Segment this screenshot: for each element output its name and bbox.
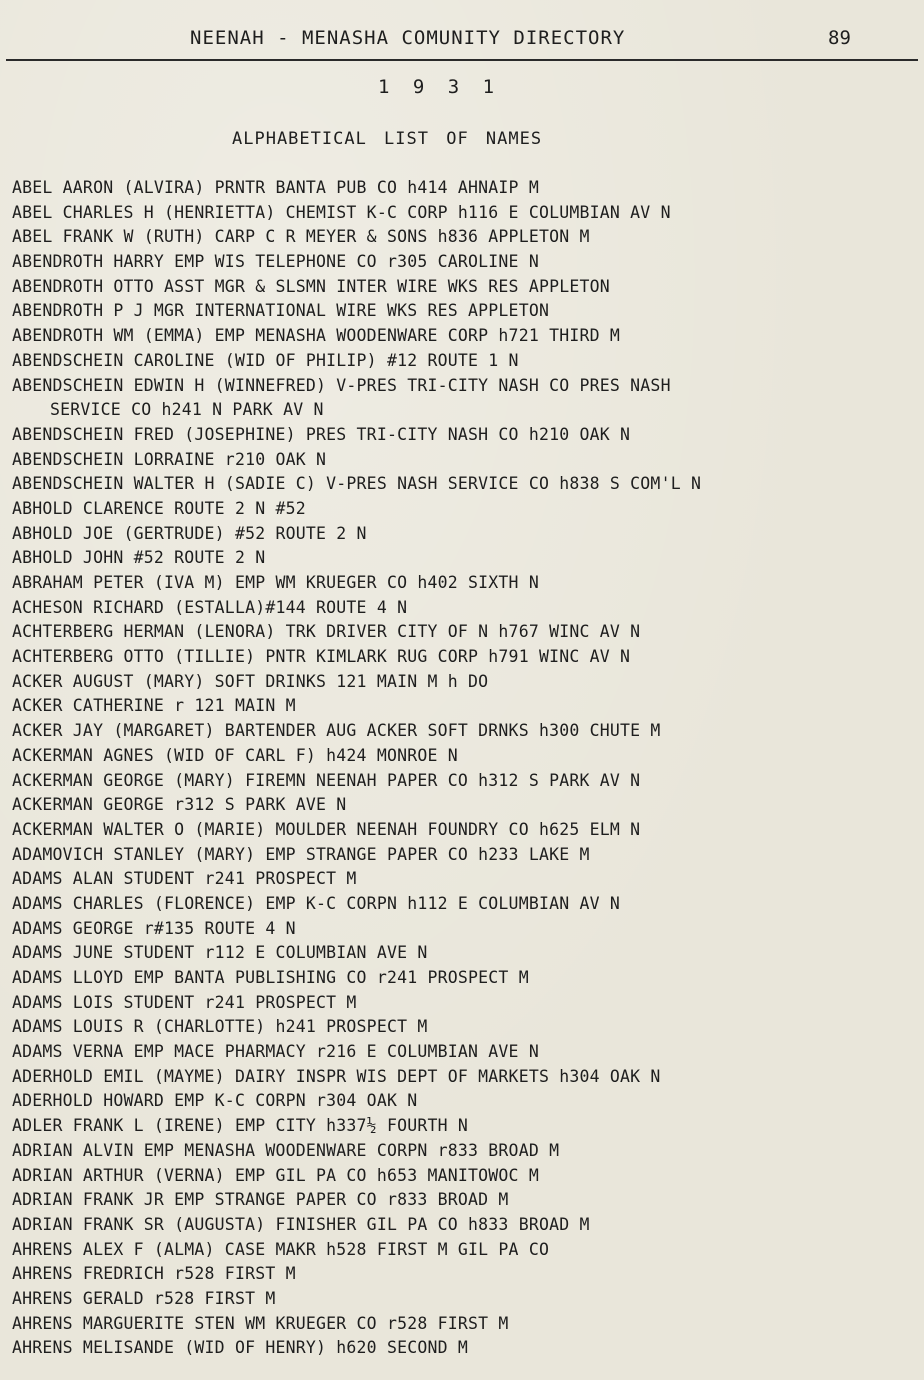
directory-entry: ABEL AARON (ALVIRA) PRNTR BANTA PUB CO h414 AHNAIP M bbox=[12, 178, 539, 197]
directory-title: NEENAH - MENASHA COMUNITY DIRECTORY bbox=[190, 27, 626, 49]
directory-entry: ABENDROTH WM (EMMA) EMP MENASHA WOODENWARE CORP h721 THIRD M bbox=[12, 326, 621, 346]
directory-entry: ACKERMAN WALTER O (MARIE) MOULDER NEENAH FOUNDRY CO h625 ELM N bbox=[12, 819, 641, 839]
directory-entry: ACKER AUGUST (MARY) SOFT DRINKS 121 MAIN M h DO bbox=[12, 671, 489, 691]
directory-entry: ADERHOLD EMIL (MAYME) DAIRY INSPR WIS DEPT OF MARKETS h304 OAK N bbox=[12, 1066, 661, 1086]
directory-entry: ABENDROTH OTTO ASST MGR & SLSMN INTER WIRE WKS RES APPLETON bbox=[12, 276, 610, 296]
directory-entry: ABHOLD JOHN #52 ROUTE 2 N bbox=[12, 548, 266, 568]
name-list bbox=[12, 176, 918, 1361]
directory-entry: AHRENS MARGUERITE STEN WM KRUEGER CO r528 FIRST M bbox=[12, 1313, 509, 1333]
directory-entry: ADRIAN ALVIN EMP MENASHA WOODENWARE CORPN r833 BROAD M bbox=[12, 1140, 560, 1160]
directory-entry: ADRIAN ARTHUR (VERNA) EMP GIL PA CO h653 MANITOWOC M bbox=[12, 1165, 539, 1185]
page-header bbox=[0, 27, 924, 53]
directory-entry: ADRIAN FRANK SR (AUGUSTA) FINISHER GIL PA CO h833 BROAD M bbox=[12, 1214, 590, 1234]
directory-entry: ADAMS LOIS STUDENT r241 PROSPECT M bbox=[12, 992, 357, 1012]
directory-entry: ABENDSCHEIN FRED (JOSEPHINE) PRES TRI-CITY NASH CO h210 OAK N bbox=[12, 424, 631, 444]
directory-entry: ACKERMAN AGNES (WID OF CARL F) h424 MONROE N bbox=[12, 745, 458, 765]
year-line: 1 9 3 1 bbox=[378, 76, 501, 98]
directory-entry: ADAMS GEORGE r#135 ROUTE 4 N bbox=[12, 918, 296, 938]
directory-entry: ABRAHAM PETER (IVA M) EMP WM KRUEGER CO h402 SIXTH N bbox=[12, 573, 539, 592]
directory-entry: ACHTERBERG OTTO (TILLIE) PNTR KIMLARK RUG CORP h791 WINC AV N bbox=[12, 647, 631, 667]
directory-entry: ADERHOLD HOWARD EMP K-C CORPN r304 OAK N bbox=[12, 1091, 418, 1111]
header-rule bbox=[6, 59, 918, 61]
directory-entry: ADRIAN FRANK JR EMP STRANGE PAPER CO r833 BROAD M bbox=[12, 1190, 509, 1210]
directory-entry: ADAMS CHARLES (FLORENCE) EMP K-C CORPN h112 E COLUMBIAN AV N bbox=[12, 893, 621, 913]
directory-entry: ADAMS ALAN STUDENT r241 PROSPECT M bbox=[12, 869, 357, 889]
directory-entry: ACKER JAY (MARGARET) BARTENDER AUG ACKER SOFT DRNKS h300 CHUTE M bbox=[12, 721, 661, 741]
directory-entry: ADAMOVICH STANLEY (MARY) EMP STRANGE PAPER CO h233 LAKE M bbox=[12, 844, 590, 864]
directory-entry: ABHOLD JOE (GERTRUDE) #52 ROUTE 2 N bbox=[12, 523, 367, 543]
directory-entry: ABENDROTH HARRY EMP WIS TELEPHONE CO r305 CAROLINE N bbox=[12, 252, 539, 272]
directory-entry: ACKERMAN GEORGE (MARY) FIREMN NEENAH PAPER CO h312 S PARK AV N bbox=[12, 770, 641, 790]
directory-entry: ABHOLD CLARENCE ROUTE 2 N #52 bbox=[12, 498, 306, 518]
directory-entry: ABENDSCHEIN LORRAINE r210 OAK N bbox=[12, 449, 327, 469]
directory-entry: SERVICE CO h241 N PARK AV N bbox=[50, 400, 324, 420]
directory-entry: ADAMS LOUIS R (CHARLOTTE) h241 PROSPECT M bbox=[12, 1017, 428, 1037]
list-title: ALPHABETICAL LIST OF NAMES bbox=[232, 129, 543, 149]
directory-entry: AHRENS MELISANDE (WID OF HENRY) h620 SECOND M bbox=[12, 1338, 469, 1358]
directory-entry: ADAMS LLOYD EMP BANTA PUBLISHING CO r241 PROSPECT M bbox=[12, 968, 529, 987]
directory-entry: ADAMS VERNA EMP MACE PHARMACY r216 E COLUMBIAN AVE N bbox=[12, 1042, 539, 1062]
directory-entry: ADLER FRANK L (IRENE) EMP CITY h337½ FOURTH N bbox=[12, 1116, 469, 1136]
directory-entry: ABEL FRANK W (RUTH) CARP C R MEYER & SONS h836 APPLETON M bbox=[12, 227, 590, 247]
directory-entry: ABEL CHARLES H (HENRIETTA) CHEMIST K-C CORP h116 E COLUMBIAN AV N bbox=[12, 202, 671, 222]
directory-entry: ACHTERBERG HERMAN (LENORA) TRK DRIVER CITY OF N h767 WINC AV N bbox=[12, 622, 641, 642]
directory-entry: ACKER CATHERINE r 121 MAIN M bbox=[12, 696, 296, 716]
directory-entry: ABENDSCHEIN WALTER H (SADIE C) V-PRES NASH SERVICE CO h838 S COM'L N bbox=[12, 474, 702, 494]
directory-entry: ABENDROTH P J MGR INTERNATIONAL WIRE WKS RES APPLETON bbox=[12, 301, 550, 321]
directory-entry: AHRENS GERALD r528 FIRST M bbox=[12, 1288, 276, 1308]
directory-entry: ABENDSCHEIN EDWIN H (WINNEFRED) V-PRES TRI-CITY NASH CO PRES NASH bbox=[12, 375, 671, 395]
directory-entry: AHRENS ALEX F (ALMA) CASE MAKR h528 FIRST M GIL PA CO bbox=[12, 1239, 550, 1259]
directory-entry: ACKERMAN GEORGE r312 S PARK AVE N bbox=[12, 795, 347, 815]
directory-entry: ADAMS JUNE STUDENT r112 E COLUMBIAN AVE N bbox=[12, 943, 428, 963]
directory-entry: ACHESON RICHARD (ESTALLA)#144 ROUTE 4 N bbox=[12, 597, 408, 617]
directory-entry: ABENDSCHEIN CAROLINE (WID OF PHILIP) #12 ROUTE 1 N bbox=[12, 350, 519, 370]
directory-entry: AHRENS FREDRICH r528 FIRST M bbox=[12, 1264, 296, 1284]
page-number: 89 bbox=[828, 27, 851, 49]
